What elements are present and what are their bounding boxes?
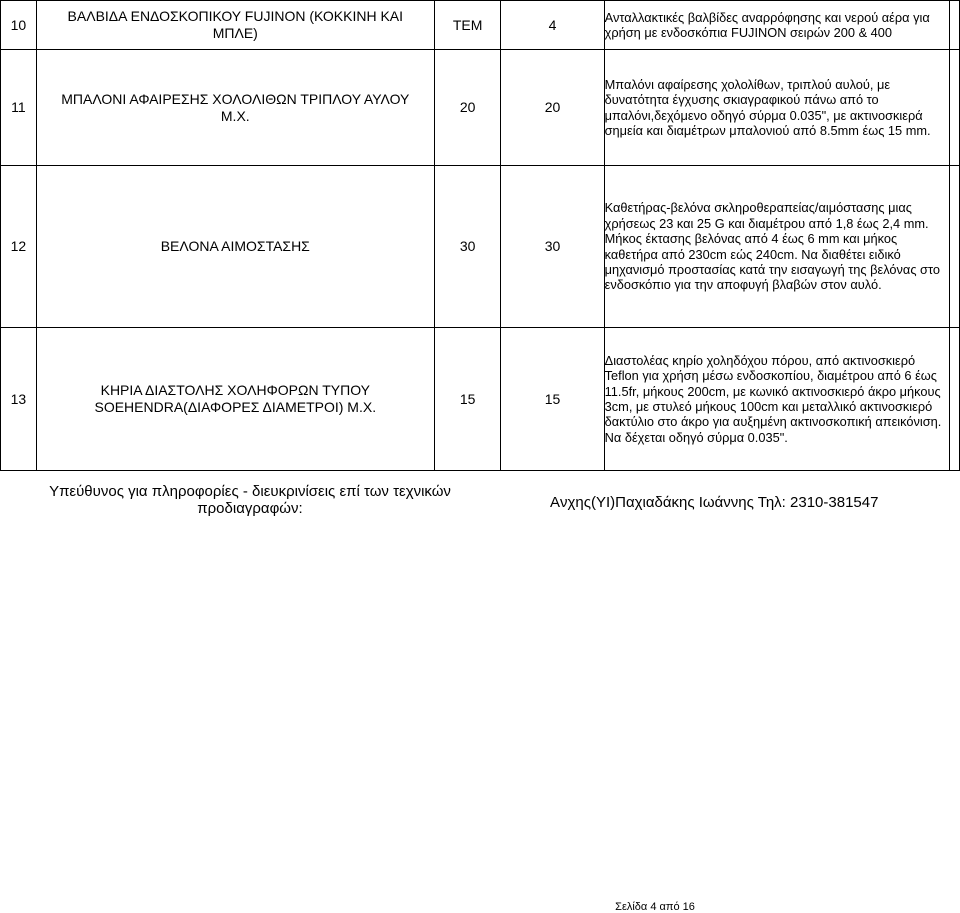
item-quantity: 15 bbox=[501, 328, 604, 471]
responsible-label: Υπεύθυνος για πληροφορίες - διευκρινίσεις επί των τεχνικών προδιαγραφών: bbox=[49, 483, 451, 518]
responsible-contact: Aνχης(ΥΙ)Παχιαδάκης Ιωάννης Τηλ: 2310-381547 bbox=[550, 494, 879, 511]
table-row bbox=[1, 1, 960, 50]
row-number: 11 bbox=[1, 50, 37, 166]
table-row bbox=[1, 328, 960, 471]
item-description: ΜΠΑΛΟΝΙ ΑΦΑΙΡΕΣΗΣ ΧΟΛΟΛΙΘΩΝ ΤΡΙΠΛΟΥ ΑΥΛΟΥ Μ.Χ. bbox=[36, 50, 434, 166]
table-edge bbox=[949, 328, 959, 471]
item-specification: Καθετήρας-βελόνα σκληροθεραπείας/αιμόστασης μιας χρήσεως 23 και 25 G και διαμέτρου από 1,8 έως 2,4 mm. Μήκος έκτασης βελόνας από 4 έως 6 mm και μήκος καθετήρα από 230cm εώς 240cm. Να διαθέτει ειδικό μηχανισμό προστασίας κατά την εισαγωγή της βελόνας στο ενδοσκόπιο για την αποφυγή βλαβών στον αυλό. bbox=[604, 166, 949, 328]
item-unit: 15 bbox=[434, 328, 501, 471]
item-description: ΒΕΛΟΝΑ ΑΙΜΟΣΤΑΣΗΣ bbox=[36, 166, 434, 328]
item-unit: 30 bbox=[434, 166, 501, 328]
item-unit: ΤΕΜ bbox=[434, 1, 501, 50]
row-number: 10 bbox=[1, 1, 37, 50]
table-edge bbox=[949, 50, 959, 166]
page-number: Σελίδα 4 από 16 bbox=[615, 901, 695, 913]
table-row bbox=[1, 50, 960, 166]
table-edge bbox=[949, 166, 959, 328]
item-specification: Διαστολέας κηρίο χοληδόχου πόρου, από ακτινοσκιερό Teflon για χρήση μέσω ενδοσκοπίου, διαμέτρου από 6 έως 11.5fr, μήκους 200cm, με κωνικό ακτινοσκιερό άκρο μήκους 3cm, με στυλεό μήκους 100cm και μεταλλικό ακτινοσκιερό δακτύλιο στο άκρο για αυξημένη ακτινοσκοπική απεικόνιση. Να δέχεται οδηγό σύρμα 0.035". bbox=[604, 328, 949, 471]
item-quantity: 30 bbox=[501, 166, 604, 328]
item-description: ΚΗΡΙΑ ΔΙΑΣΤΟΛΗΣ ΧΟΛΗΦΟΡΩΝ ΤΥΠΟΥ SOEHENDRA(ΔΙΑΦΟΡΕΣ ΔΙΑΜΕΤΡΟΙ) Μ.Χ. bbox=[36, 328, 434, 471]
table-row bbox=[1, 166, 960, 328]
item-specification: Μπαλόνι αφαίρεσης χολολίθων, τριπλού αυλού, με δυνατότητα έγχυσης σκιαγραφικού πάνω από το μπαλόνι,δεχόμενο οδηγό σύρμα 0.035", με ακτινοσκιερά σημεία και διαμέτρων μπαλονιού από 8.5mm έως 15 mm. bbox=[604, 50, 949, 166]
row-number: 12 bbox=[1, 166, 37, 328]
item-description: ΒΑΛΒΙΔΑ ΕΝΔΟΣΚΟΠΙΚΟΥ FUJINON (ΚΟΚΚΙΝΗ ΚΑΙ ΜΠΛΕ) bbox=[36, 1, 434, 50]
table-edge bbox=[949, 1, 959, 50]
item-quantity: 4 bbox=[501, 1, 604, 50]
item-specification: Ανταλλακτικές βαλβίδες αναρρόφησης και νερού αέρα για χρήση με ενδοσκόπια FUJINON σειρών 200 & 400 bbox=[604, 1, 949, 50]
item-unit: 20 bbox=[434, 50, 501, 166]
item-quantity: 20 bbox=[501, 50, 604, 166]
row-number: 13 bbox=[1, 328, 37, 471]
